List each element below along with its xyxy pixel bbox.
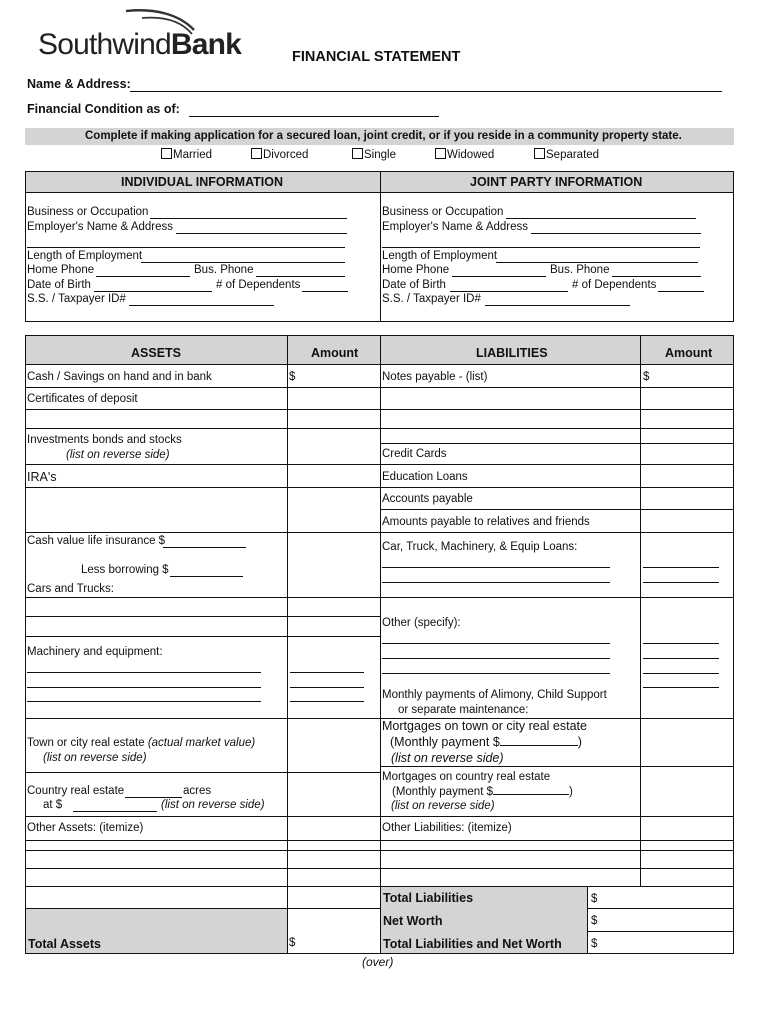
joint-occupation-field[interactable] bbox=[506, 218, 696, 219]
liab-other-label: Other (specify): bbox=[382, 617, 461, 629]
car-loans-amount-2[interactable] bbox=[643, 582, 719, 583]
logo-text-bold: Bank bbox=[170, 28, 242, 61]
car-loans-amount-1[interactable] bbox=[643, 567, 719, 568]
car-loans-line-1[interactable] bbox=[382, 567, 610, 568]
separated-label: Separated bbox=[546, 149, 600, 161]
town-real-estate-sub: (list on reverse side) bbox=[43, 752, 147, 764]
mortgage-town-payment-label: (Monthly payment $ bbox=[390, 735, 500, 749]
town-real-estate-note: (actual market value) bbox=[147, 737, 256, 749]
car-loans-line-2[interactable] bbox=[382, 582, 610, 583]
machinery-line-1[interactable] bbox=[27, 672, 261, 673]
total-assets-label: Total Assets bbox=[28, 937, 101, 951]
machinery-amount-1[interactable] bbox=[290, 672, 364, 673]
asset-machinery-label: Machinery and equipment: bbox=[27, 646, 163, 658]
liabilities-amount-heading: Amount bbox=[665, 346, 713, 360]
mortgage-country-payment-label: (Monthly payment $ bbox=[392, 786, 493, 798]
other-amount-4[interactable] bbox=[643, 687, 719, 688]
name-address-field[interactable] bbox=[130, 91, 722, 92]
single-label: Single bbox=[364, 149, 396, 161]
financial-condition-field[interactable] bbox=[189, 116, 439, 117]
ind-occupation-field[interactable] bbox=[150, 218, 347, 219]
town-real-estate-label: Town or city real estate bbox=[27, 737, 145, 749]
joint-ssn-label: S.S. / Taxpayer ID# bbox=[382, 293, 481, 305]
ind-dob-field[interactable] bbox=[94, 291, 212, 292]
asset-country-at: at $ bbox=[43, 799, 63, 811]
financial-condition-label: Financial Condition as of: bbox=[27, 102, 180, 116]
checkbox-married[interactable] bbox=[161, 148, 212, 161]
asset-cash-currency: $ bbox=[289, 371, 296, 383]
other-amount-3[interactable] bbox=[643, 673, 719, 674]
checkbox-single[interactable] bbox=[352, 148, 396, 161]
mortgage-town-payment-field[interactable] bbox=[500, 736, 578, 746]
ind-dob-label: Date of Birth bbox=[27, 279, 91, 291]
joint-employer-field[interactable] bbox=[531, 233, 701, 234]
liab-accounts-label: Accounts payable bbox=[382, 493, 473, 505]
notice-text: Complete if making application for a secured loan, joint credit, or if you reside in a community property state. bbox=[85, 130, 682, 142]
joint-heading: JOINT PARTY INFORMATION bbox=[470, 175, 643, 189]
joint-dependents-label: # of Dependents bbox=[572, 279, 657, 291]
liab-mortgage-country-note: (list on reverse side) bbox=[391, 800, 495, 812]
checkbox-icon bbox=[352, 148, 363, 159]
asset-less-borrowing-label: Less borrowing $ bbox=[81, 564, 169, 576]
ind-employer-field[interactable] bbox=[176, 233, 347, 234]
checkbox-separated[interactable] bbox=[534, 148, 599, 161]
ind-dependents-field[interactable] bbox=[302, 291, 348, 292]
joint-dob-field[interactable] bbox=[450, 291, 568, 292]
joint-dob-label: Date of Birth bbox=[382, 279, 446, 291]
liab-relatives-label: Amounts payable to relatives and friends bbox=[382, 516, 590, 528]
machinery-line-2[interactable] bbox=[27, 687, 261, 688]
liab-alimony-sub: or separate maintenance: bbox=[398, 704, 529, 716]
ind-bus-phone-field[interactable] bbox=[256, 276, 345, 277]
bank-logo bbox=[38, 8, 268, 68]
asset-country-real-estate-label: Country real estate bbox=[27, 785, 125, 797]
asset-cars-label: Cars and Trucks: bbox=[27, 583, 114, 595]
asset-iras-label: IRA's bbox=[27, 470, 57, 484]
checkbox-icon bbox=[161, 148, 172, 159]
joint-occupation-label: Business or Occupation bbox=[382, 206, 504, 218]
checkbox-icon bbox=[435, 148, 446, 159]
mortgage-country-payment-field[interactable] bbox=[493, 785, 569, 795]
total-liab-net-worth-label: Total Liabilities and Net Worth bbox=[383, 937, 562, 951]
other-line-3[interactable] bbox=[382, 673, 610, 674]
country-note: (list on reverse side) bbox=[161, 799, 265, 811]
other-line-1[interactable] bbox=[382, 643, 610, 644]
liab-mortgage-town-note: (list on reverse side) bbox=[391, 751, 504, 765]
checkbox-widowed[interactable] bbox=[435, 148, 494, 161]
joint-length-label: Length of Employment bbox=[382, 250, 498, 262]
joint-employer-label: Employer's Name & Address bbox=[382, 221, 529, 233]
page-title: FINANCIAL STATEMENT bbox=[292, 49, 461, 65]
ind-home-phone-label: Home Phone bbox=[27, 264, 95, 276]
asset-cash-label: Cash / Savings on hand and in bank bbox=[27, 371, 212, 383]
checkbox-icon bbox=[251, 148, 262, 159]
joint-bus-phone-field[interactable] bbox=[612, 276, 701, 277]
liab-notes-currency: $ bbox=[643, 371, 650, 383]
other-line-2[interactable] bbox=[382, 658, 610, 659]
total-liabilities-label: Total Liabilities bbox=[383, 891, 474, 905]
divorced-label: Divorced bbox=[263, 149, 309, 161]
liabilities-heading: LIABILITIES bbox=[476, 346, 548, 360]
liab-credit-cards-label: Credit Cards bbox=[382, 448, 447, 460]
liab-alimony-label: Monthly payments of Alimony, Child Support bbox=[382, 689, 607, 701]
ind-bus-phone-label: Bus. Phone bbox=[194, 264, 254, 276]
other-amount-1[interactable] bbox=[643, 643, 719, 644]
ind-occupation-label: Business or Occupation bbox=[27, 206, 149, 218]
mortgage-country-close-paren: ) bbox=[569, 786, 573, 798]
country-value-field[interactable] bbox=[73, 811, 157, 812]
total-liab-net-worth-currency: $ bbox=[591, 938, 598, 950]
joint-bus-phone-label: Bus. Phone bbox=[550, 264, 610, 276]
liab-education-label: Education Loans bbox=[382, 471, 468, 483]
machinery-line-3[interactable] bbox=[27, 701, 261, 702]
total-liabilities-currency: $ bbox=[591, 893, 598, 905]
footer-over: (over) bbox=[362, 955, 394, 969]
asset-town-real-estate bbox=[27, 737, 255, 749]
total-assets-currency: $ bbox=[289, 937, 296, 949]
individual-heading: INDIVIDUAL INFORMATION bbox=[121, 175, 284, 189]
life-insurance-field[interactable] bbox=[163, 547, 246, 548]
asset-life-insurance-label: Cash value life insurance $ bbox=[27, 535, 166, 547]
country-acres-field[interactable] bbox=[125, 797, 182, 798]
ind-ssn-label: S.S. / Taxpayer ID# bbox=[27, 293, 126, 305]
assets-heading: ASSETS bbox=[131, 346, 182, 360]
machinery-amount-3[interactable] bbox=[290, 701, 364, 702]
ind-dependents-label: # of Dependents bbox=[216, 279, 301, 291]
asset-cds-label: Certificates of deposit bbox=[27, 393, 138, 405]
logo-text-light: Southwind bbox=[38, 28, 171, 61]
joint-dependents-field[interactable] bbox=[658, 291, 704, 292]
asset-investments-note: (list on reverse side) bbox=[66, 449, 170, 461]
ind-ssn-field[interactable] bbox=[129, 305, 274, 306]
liab-mortgage-country-payment bbox=[392, 785, 573, 798]
mortgage-town-close-paren: ) bbox=[577, 735, 582, 749]
asset-country-acres: acres bbox=[183, 785, 212, 797]
other-amount-2[interactable] bbox=[643, 658, 719, 659]
liab-mortgage-town-payment bbox=[390, 735, 582, 749]
joint-employer-field-2[interactable] bbox=[382, 247, 700, 248]
less-borrowing-field[interactable] bbox=[170, 576, 243, 577]
ind-home-phone-field[interactable] bbox=[96, 276, 190, 277]
liab-car-loans-label: Car, Truck, Machinery, & Equip Loans: bbox=[382, 541, 578, 553]
liab-mortgage-country-label: Mortgages on country real estate bbox=[382, 771, 551, 783]
machinery-amount-2[interactable] bbox=[290, 687, 364, 688]
ind-employer-field-2[interactable] bbox=[27, 247, 345, 248]
checkbox-divorced[interactable] bbox=[251, 148, 308, 161]
ind-length-label: Length of Employment bbox=[27, 250, 143, 262]
net-worth-currency: $ bbox=[591, 915, 598, 927]
asset-other-label: Other Assets: (itemize) bbox=[27, 822, 144, 834]
liab-notes-label: Notes payable - (list) bbox=[382, 371, 488, 383]
joint-ssn-field[interactable] bbox=[485, 305, 630, 306]
name-address-label: Name & Address: bbox=[27, 77, 131, 91]
joint-length-field[interactable] bbox=[496, 262, 698, 263]
joint-home-phone-field[interactable] bbox=[452, 276, 546, 277]
asset-investments-label: Investments bonds and stocks bbox=[27, 434, 182, 446]
ind-length-field[interactable] bbox=[141, 262, 345, 263]
assets-amount-heading: Amount bbox=[311, 346, 359, 360]
ind-employer-label: Employer's Name & Address bbox=[27, 221, 174, 233]
liab-other-itemize-label: Other Liabilities: (itemize) bbox=[382, 822, 512, 834]
married-label: Married bbox=[173, 149, 212, 161]
joint-home-phone-label: Home Phone bbox=[382, 264, 450, 276]
widowed-label: Widowed bbox=[447, 149, 495, 161]
checkbox-icon bbox=[534, 148, 545, 159]
net-worth-label: Net Worth bbox=[383, 914, 443, 928]
liab-mortgage-town-label: Mortgages on town or city real estate bbox=[382, 719, 587, 733]
